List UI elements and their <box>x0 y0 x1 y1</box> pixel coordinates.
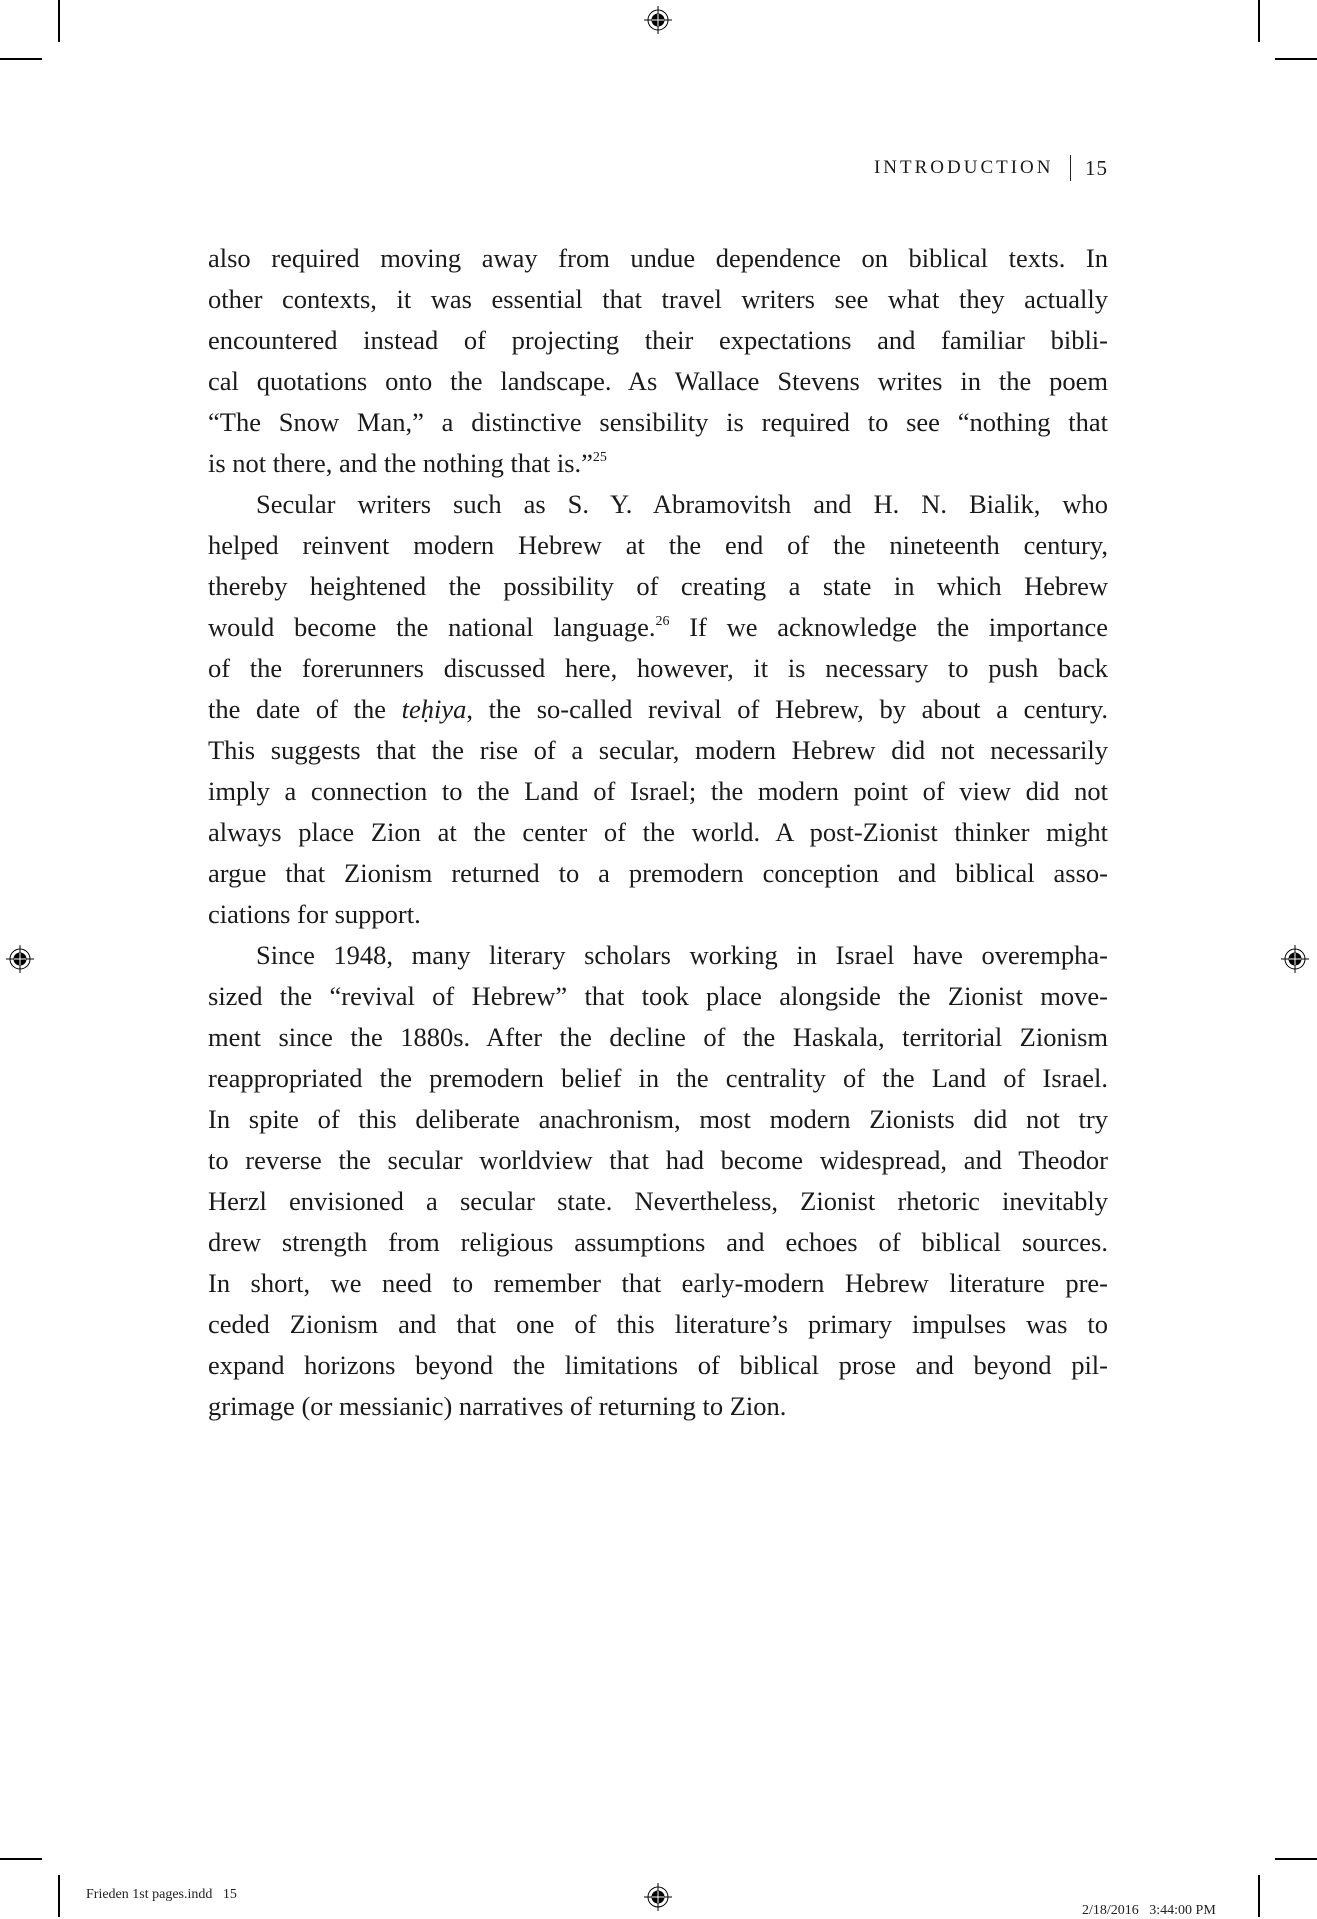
text-run: would become the national language. <box>208 612 656 642</box>
text-line: helped reinvent modern Hebrew at the end of the nineteenth century, <box>208 530 1108 560</box>
paragraph <box>208 484 1108 935</box>
text-line: also required moving away from undue dependence on biblical texts. In <box>208 243 1108 273</box>
text-line: ment since the 1880s. After the decline of the Haskala, territorial Zionism <box>208 1022 1108 1052</box>
crop-mark-top-right-vertical <box>1258 0 1260 42</box>
crop-mark-bottom-right-horizontal <box>1275 1858 1317 1860</box>
text-line: Since 1948, many literary scholars working in Israel have overempha- <box>256 940 1108 970</box>
text-line: ciations for support. <box>208 899 421 929</box>
text-line: argue that Zionism returned to a premodern conception and biblical asso- <box>208 858 1108 888</box>
text-line: grimage (or messianic) narratives of returning to Zion. <box>208 1391 787 1421</box>
page-number: 15 <box>1085 155 1108 180</box>
slug-file-info: Frieden 1st pages.indd 15 <box>86 1887 237 1902</box>
registration-target-icon <box>5 944 35 974</box>
crop-mark-bottom-left-vertical <box>58 1875 60 1917</box>
paragraph <box>208 935 1108 1427</box>
italic-term: teḥiya <box>401 694 467 724</box>
crop-mark-bottom-left-horizontal <box>0 1858 42 1860</box>
text-run: If we acknowledge the importance <box>689 612 1109 642</box>
text-line: thereby heightened the possibility of creating a state in which Hebrew <box>208 571 1108 601</box>
text-line: This suggests that the rise of a secular, modern Hebrew did not necessarily <box>208 735 1108 765</box>
slug-date: 2/18/2016 <box>1082 1903 1139 1918</box>
crop-mark-top-left-vertical <box>58 0 60 42</box>
registration-target-icon <box>643 5 673 35</box>
slug-time: 3:44:00 PM <box>1149 1903 1216 1918</box>
footnote-reference: 25 <box>592 450 607 465</box>
text-line <box>208 443 1108 484</box>
footnote-reference: 26 <box>655 614 670 629</box>
text-line: imply a connection to the Land of Israel; the modern point of view did not <box>208 776 1108 806</box>
crop-mark-top-left-horizontal <box>0 58 42 60</box>
text-line: drew strength from religious assumptions and echoes of biblical sources. <box>208 1227 1108 1257</box>
text-line <box>208 689 1108 730</box>
text-line <box>208 607 1108 648</box>
slug-timestamp <box>1075 1887 1216 1919</box>
text-line: to reverse the secular worldview that had become widespread, and Theodor <box>208 1145 1108 1175</box>
text-line: ceded Zionism and that one of this literature’s primary impulses was to <box>208 1309 1108 1339</box>
text-line: sized the “revival of Hebrew” that took place alongside the Zionist move- <box>208 981 1108 1011</box>
text-line: encountered instead of projecting their expectations and familiar bibli- <box>208 325 1108 355</box>
registration-target-icon <box>643 1882 673 1912</box>
text-line: always place Zion at the center of the world. A post-Zionist thinker might <box>208 817 1108 847</box>
text-run: the date of the <box>208 694 402 724</box>
crop-mark-bottom-right-vertical <box>1258 1875 1260 1917</box>
text-line: Herzl envisioned a secular state. Nevertheless, Zionist rhetoric inevitably <box>208 1186 1108 1216</box>
text-run: , the so-called revival of Hebrew, by about a century. <box>466 694 1108 724</box>
text-line: reappropriated the premodern belief in the centrality of the Land of Israel. <box>208 1063 1108 1093</box>
registration-target-icon <box>1280 944 1310 974</box>
text-line: of the forerunners discussed here, however, it is necessary to push back <box>208 653 1108 683</box>
text-line: expand horizons beyond the limitations of biblical prose and beyond pil- <box>208 1350 1108 1380</box>
text-line: In spite of this deliberate anachronism, most modern Zionists did not try <box>208 1104 1108 1134</box>
text-run: is not there, and the nothing that is.” <box>208 448 593 478</box>
crop-mark-top-right-horizontal <box>1275 58 1317 60</box>
running-head <box>874 155 1108 181</box>
text-line: “The Snow Man,” a distinctive sensibility is required to see “nothing that <box>208 407 1108 437</box>
text-line: cal quotations onto the landscape. As Wallace Stevens writes in the poem <box>208 366 1108 396</box>
running-head-section: INTRODUCTION <box>873 157 1054 178</box>
text-line: In short, we need to remember that early-modern Hebrew literature pre- <box>208 1268 1108 1298</box>
text-line: Secular writers such as S. Y. Abramovitsh and H. N. Bialik, who <box>256 489 1108 519</box>
body-text <box>208 238 1108 1427</box>
running-head-divider <box>1070 155 1072 181</box>
text-line: other contexts, it was essential that travel writers see what they actually <box>208 284 1108 314</box>
paragraph <box>208 238 1108 484</box>
